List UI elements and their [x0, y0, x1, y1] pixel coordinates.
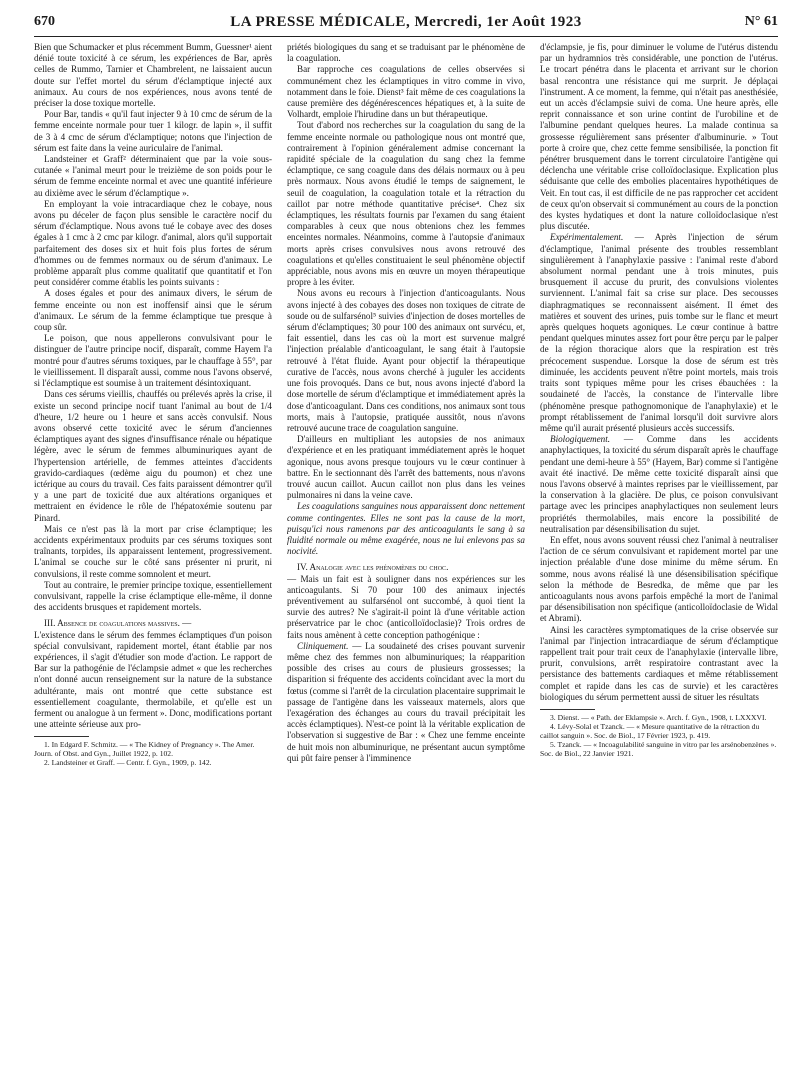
- section-heading: III. Absence de coagulations massives. —: [44, 618, 192, 629]
- issue-number: N° 61: [744, 14, 778, 29]
- lead-in: Cliniquement.: [297, 640, 349, 651]
- column-3: [540, 42, 778, 1077]
- paragraph-text: — Comme dans les accidents anaphylactiques, la toxicité du sérum disparaît après le chauffage pendant une demi-heure à 55° (Hayem, Bar) comme si l'antigène avait été inactivé. De même cette toxicité disparaît ainsi que nous l'avons observé à maintes reprises par le vieillissement, par la conservation à la glacière. De plus, ce poison convulsivant partage avec les principes anaphylactiques non seulement leurs propriétés thermolabiles, mais encore la possibilité de neutralisation par désensibilisation du sujet.: [540, 434, 778, 534]
- paragraph: D'ailleurs en multipliant les autopsies de nos animaux d'expérience et en les pratiquant immédiatement après le hoquet agonique, nous avons presque toujours vu le cœur continuer à battre. En le sectionnant dès l'arrêt des battements, nous n'avons trouvé aucun caillot. Aucun caillot non plus dans les veines pulmonaires ni dans la veine cave.: [287, 434, 525, 501]
- lead-in: Expérimentalement.: [550, 232, 624, 243]
- footnote-rule: [34, 736, 89, 737]
- paragraph: Bien que Schumacker et plus récemment Bumm, Guessner¹ aient dénié toute toxicité à ce sérum, les expériences de Bar, après celles de Rummo, Tarnier et Chambrelent, ne laissaient aucun doute sur l'effet mortel du sérum d'éclamptique injecté aux animaux. Au cours de nos expériences, nous avons tenté de préciser la dose toxique mortelle.: [34, 42, 272, 109]
- paragraph: priétés biologiques du sang et se traduisant par le phénomène de la coagulation.: [287, 42, 525, 64]
- page-header: [34, 14, 778, 37]
- paragraph: Nous avons eu recours à l'injection d'anticoagulants. Nous avons injecté à des cobayes des doses non toxiques de citrate de soude ou de sulfarsénol⁵ suivies d'injection de doses mortelles de sérum d'éclamptiques; 30 pour 100 des animaux ont survécu, et, fait essentiel, dans les cas où la mort est survenue malgré l'injection préalable d'anticoagulant, le sang était à l'autopsie retrouvé à l'état fluide. Ayant pour objectif la thérapeutique curative de l'accès, nous avons cherché à juguler les accidents une fois provoqués. Dans ce but, nous avons injecté d'abord la dose mortelle de sérum d'éclamptique et immédiatement après la dose d'anticoagulant. Dans ces conditions, nos animaux sont tous morts, mais à l'autopsie, pratiquée aussitôt, nous n'avons retrouvé aucune trace de coagulation sanguine.: [287, 288, 525, 433]
- paragraph: A doses égales et pour des animaux divers, le sérum de femme enceinte ou non est inoffensif ainsi que le sérum d'animaux. Le sérum de la femme éclamptique tue presque à coup sûr.: [34, 288, 272, 333]
- paragraph: En employant la voie intracardiaque chez le cobaye, nous avons pu déceler de façon plus sensible le caractère nocif du sérum d'éclamptique. Nous avons tué le cobaye avec des doses égales à 1 cmc à 2 cmc par kilogr. d'animal, alors qu'il supportait parfaitement des doses six et huit fois plus fortes de sérum d'hommes ou de femmes normaux ou de sérum d'animaux. Le problème apparaît plus comme qualitatif que quantitatif et l'on peut considérer comme établis les points suivants :: [34, 198, 272, 288]
- paragraph: Dans ces sérums vieillis, chauffés ou prélevés après la crise, il existe un second principe nocif tuant l'animal au bout de 1/4 d'heure, 1/2 heure ou 1 heure et sans accès convulsif. Nous avons observé cette toxicité avec le sérum d'anciennes éclamptiques ayant des signes d'insuffisance rénale ou hépatique légère, avec le sérum de femmes albuminuriques ayant de l'hypertension artérielle, de femmes atteintes d'accidents gravido-cardiaques (œdème aigu du poumon) et chez une ictérique au cours du travail. Ces faits paraissent démontrer qu'il y a une part de toxicité due aux altérations organiques et mettraient en évidence le rôle de l'hépatoxémie soutenu par Pinard.: [34, 389, 272, 523]
- paragraph-text: — Après l'injection de sérum d'éclamptique, l'animal présente des troubles ressemblant singulièrement à l'anaphylaxie passive : l'animal reste d'abord absolument normal pendant une à trois minutes, puis brusquement il accuse du prurit, des convulsions violentes surviennent. L'animal fait sa crise sur place. Des secousses diaphragmatiques se reconnaissent aisément. Il émet des matières et souvent des urines, puis tombe sur le flanc et meurt après quelques hoquets agoniques. Le cœur continue à battre pendant quelques minutes assez fort pour être perçu par le palper de la région thoracique alors que la respiration est très précocement suspendue. Lorsque la dose de sérum est très diminuée, les accidents peuvent n'être point mortels, mais trois traits sont typiques même pour les crises ébauchées : la soudaineté de l'accès, la constance de l'intervalle libre (phénomène presque pathognomonique de l'anaphylaxie) et le prompt rétablissement de l'animal lorsqu'il doit survivre alors même qu'il aurait présenté plusieurs accès successifs.: [540, 232, 778, 433]
- paragraph: [540, 232, 778, 434]
- paragraph: Pour Bar, tandis « qu'il faut injecter 9 à 10 cmc de sérum de la femme enceinte normale pour tuer 1 kilogr. de lapin », il suffit de 3 à 4 cmc de sérum d'éclamptique; notons que l'injection de sérum est faite dans la veine auriculaire de l'animal.: [34, 109, 272, 153]
- paragraph: Mais ce n'est pas là la mort par crise éclamptique; les accidents expérimentaux produits par ces sérums toxiques sont traînants, torpides, ils apparaissent lentement, progressivement. L'animal se couche sur le côté sans présenter ni prurit, ni convulsions, il reste comme somnolent et meurt.: [34, 523, 272, 579]
- paragraph: [287, 641, 525, 764]
- paragraph: Bar rapproche ces coagulations de celles observées si communément chez les éclamptiques in vitro comme in vivo, notamment dans le foie. Dienst³ fait même de ces coagulations la cause première des dégénérescences hépatiques et, à la suite de Volhardt, emploie l'hirudine dans un but thérapeutique.: [287, 64, 525, 120]
- paragraph: Landsteiner et Graff² déterminaient que par la voie sous-cutanée « l'animal meurt pour le treizième de son poids pour le sérum de femme enceinte normal et avec une quantité inférieure au dixième avec le sérum d'éclamptique ».: [34, 154, 272, 198]
- paragraph-text: — La soudaineté des crises pouvant survenir même chez des femmes non albuminuriques; la réapparition possible des crises au cours de plusieurs grossesses; la disparition si fréquente des accidents coïncidant avec la mort du fœtus (comme si l'arrêt de la circulation placentaire supprimait le passage de l'antigène dans les vaisseaux maternels, alors que l'exagération des échanges au cours du travail précipitait les accès éclamptiques). N'est-ce point là la véritable explication de l'observation si suggestive de Bar : « Chez une femme enceinte de huit mois non albuminurique, ne présentant aucun symptôme qui pût faire penser à l'imminence: [287, 640, 525, 763]
- paragraph: L'existence dans le sérum des femmes éclamptiques d'un poison spécial convulsivant, rapidement mortel, étant établie par nos expériences, il s'agit d'étudier son mode d'action. Le rapport de Bar sur la pathogénie de l'éclampsie admet « que les recherches n'ont donné aucun renseignement sur la nature de la substance adultérante, mais ont montré que cette substance est essentiellement coagulante, thermolabile, et qu'elle est un ferment ou analogue à un ferment ». Donc, modifications portant une atteinte sérieuse aux pro-: [34, 629, 272, 730]
- paragraph: Tout d'abord nos recherches sur la coagulation du sang de la femme enceinte normale ou pathologique nous ont montré que, contrairement à l'opinion généralement admise concernant la rapidité spéciale de la coagulation du sang chez la femme éclamptique, ce sang coagule dans des délais normaux ou à peu près normaux. Nous avons étudié le temps de saignement, le seuil de coagulation, la coagulation totale et la rétraction du caillot par notre méthode quantitative précise⁴. Chez six éclamptiques, les résultats fournis par l'examen du sang étaient comparables à ceux que nous obtenions chez les femmes enceintes normales. Néanmoins, comme à l'autopsie d'animaux morts après crises convulsives nous avons retrouvé des coagulations et qu'elles constituaient le seul phénomène objectif appréciable, nous avons mis en œuvre un moyen thérapeutique propre à les éviter.: [287, 120, 525, 288]
- paragraph: d'éclampsie, je fis, pour diminuer le volume de l'utérus distendu par un hydramnios très considérable, une ponction de l'utérus. Le trocart pénétra dans le placenta et arrivant sur le chorion basal rencontra une résistance qui me surprit. Je déplaçai l'instrument. A ce moment, la femme, qui n'était pas anesthésiée, eut un accès d'éclampsie suivi de coma. Une heure après, elle reprit connaissance et son urine contint de l'urobiline et de l'albumine pendant quelques heures. La malade continua sa grossesse régulièrement sans présenter d'albuminurie. » Tout porte à croire que, chez cette femme sensibilisée, la ponction fit pénétrer brusquement dans le torrent circulatoire l'antigène qui déclencha une véritable crise colloïdoclasique. Explication plus séduisante que celle des embolies placentaires hypothétiques de Veit. En tout cas, il est difficile de ne pas rapprocher cet accident de ceux qu'on observait si communément au cours de la ponction des kystes hydatiques et dont la nature colloïdoclasique n'est plus discutée.: [540, 42, 778, 232]
- paragraph: [540, 434, 778, 535]
- footnote: 3. Dienst. — « Path. der Eklampsie ». Arch. f. Gyn., 1908, t. LXXXVI.: [550, 712, 767, 722]
- footnote: 2. Landsteiner et Graff. — Centr. f. Gyn., 1909, p. 142.: [44, 758, 212, 768]
- paragraph: Les coagulations sanguines nous apparaissent donc nettement comme contingentes. Elles ne sont pas la cause de la mort, puisqu'ici nous ramenons par des anticoagulants le sang à sa fluidité normale ou même exagérée, nous ne lui enlevons pas sa nocivité.: [287, 501, 525, 557]
- paragraph: Le poison, que nous appellerons convulsivant pour le distinguer de l'autre principe nocif, disparaît, comme Hayem l'a montré pour d'autres sérums toxiques, par le chauffage à 55°, par le vieillissement. Il disparaît aussi, comme nous l'avons observé, si l'éclamptique est soumise à un traitement désintoxiquant.: [34, 333, 272, 389]
- footnote: 5. Tzanck. — « Incoagulabilité sanguine in vitro par les arsénobenzènes ». Soc. de Biol., 22 Janvier 1921.: [540, 739, 777, 758]
- footnote: 4. Lévy-Solal et Tzanck. — « Mesure quantitative de la rétraction du caillot sanguin ». Soc. de Biol., 17 Février 1923, p. 419.: [540, 721, 760, 740]
- page-number: 670: [34, 14, 55, 29]
- paragraph: En effet, nous avons souvent réussi chez l'animal à neutraliser l'action de ce sérum convulsivant et rapidement mortel par une injection préalable d'une dose minime du même sérum. En somme, nous avons réalisé là une désensibilisation spécifique selon la méthode de Besredka, de même que par les anticoagulants nous avons parfois empêché la mort de l'animal par désensibilisation non spécifique (anticolloïdoclasie de Widal et Abrami).: [540, 534, 778, 624]
- column-2: [287, 42, 525, 1077]
- paragraph: Ainsi les caractères symptomatiques de la crise observée sur l'animal par l'injection intracardiaque de sérum d'éclamptique rappellent trait pour trait ceux de l'anaphylaxie (intervalle libre, prurit, convulsions, arrêt respiratoire contrastant avec la persistance des battements cardiaques et même rétablissement complet et rapide dans les cas de survie) et les caractères biologiques du sérum permettent aussi de situer les résultats: [540, 624, 778, 702]
- column-1: [34, 42, 272, 1077]
- journal-title: LA PRESSE MÉDICALE, Mercredi, 1er Août 1923: [230, 14, 582, 30]
- paragraph: — Mais un fait est à souligner dans nos expériences sur les anticoagulants. Si 70 pour 100 des animaux injectés préventivement au sulfarsénol ont succombé, à quoi tient la survie des autres? Ne s'agirait-il point là d'une véritable action préservatrice par le choc (anticolloïdoclasie)? Trois ordres de faits nous amènent à cette conception pathogénique :: [287, 573, 525, 640]
- paragraph: Tout au contraire, le premier principe toxique, essentiellement convulsivant, rappelle la crise éclamptique elle-même, il donne des accidents brusques et rapidement mortels.: [34, 579, 272, 613]
- lead-in: Biologiquement.: [550, 434, 611, 445]
- footnote: 1. In Edgard F. Schmitz. — « The Kidney of Pregnancy ». The Amer. Journ. of Obst. and Gyn., Juillet 1922, p. 102.: [34, 740, 255, 759]
- footnote-rule: [540, 709, 595, 710]
- section-heading: IV. Analogie avec les phénomènes du choc.: [297, 562, 449, 573]
